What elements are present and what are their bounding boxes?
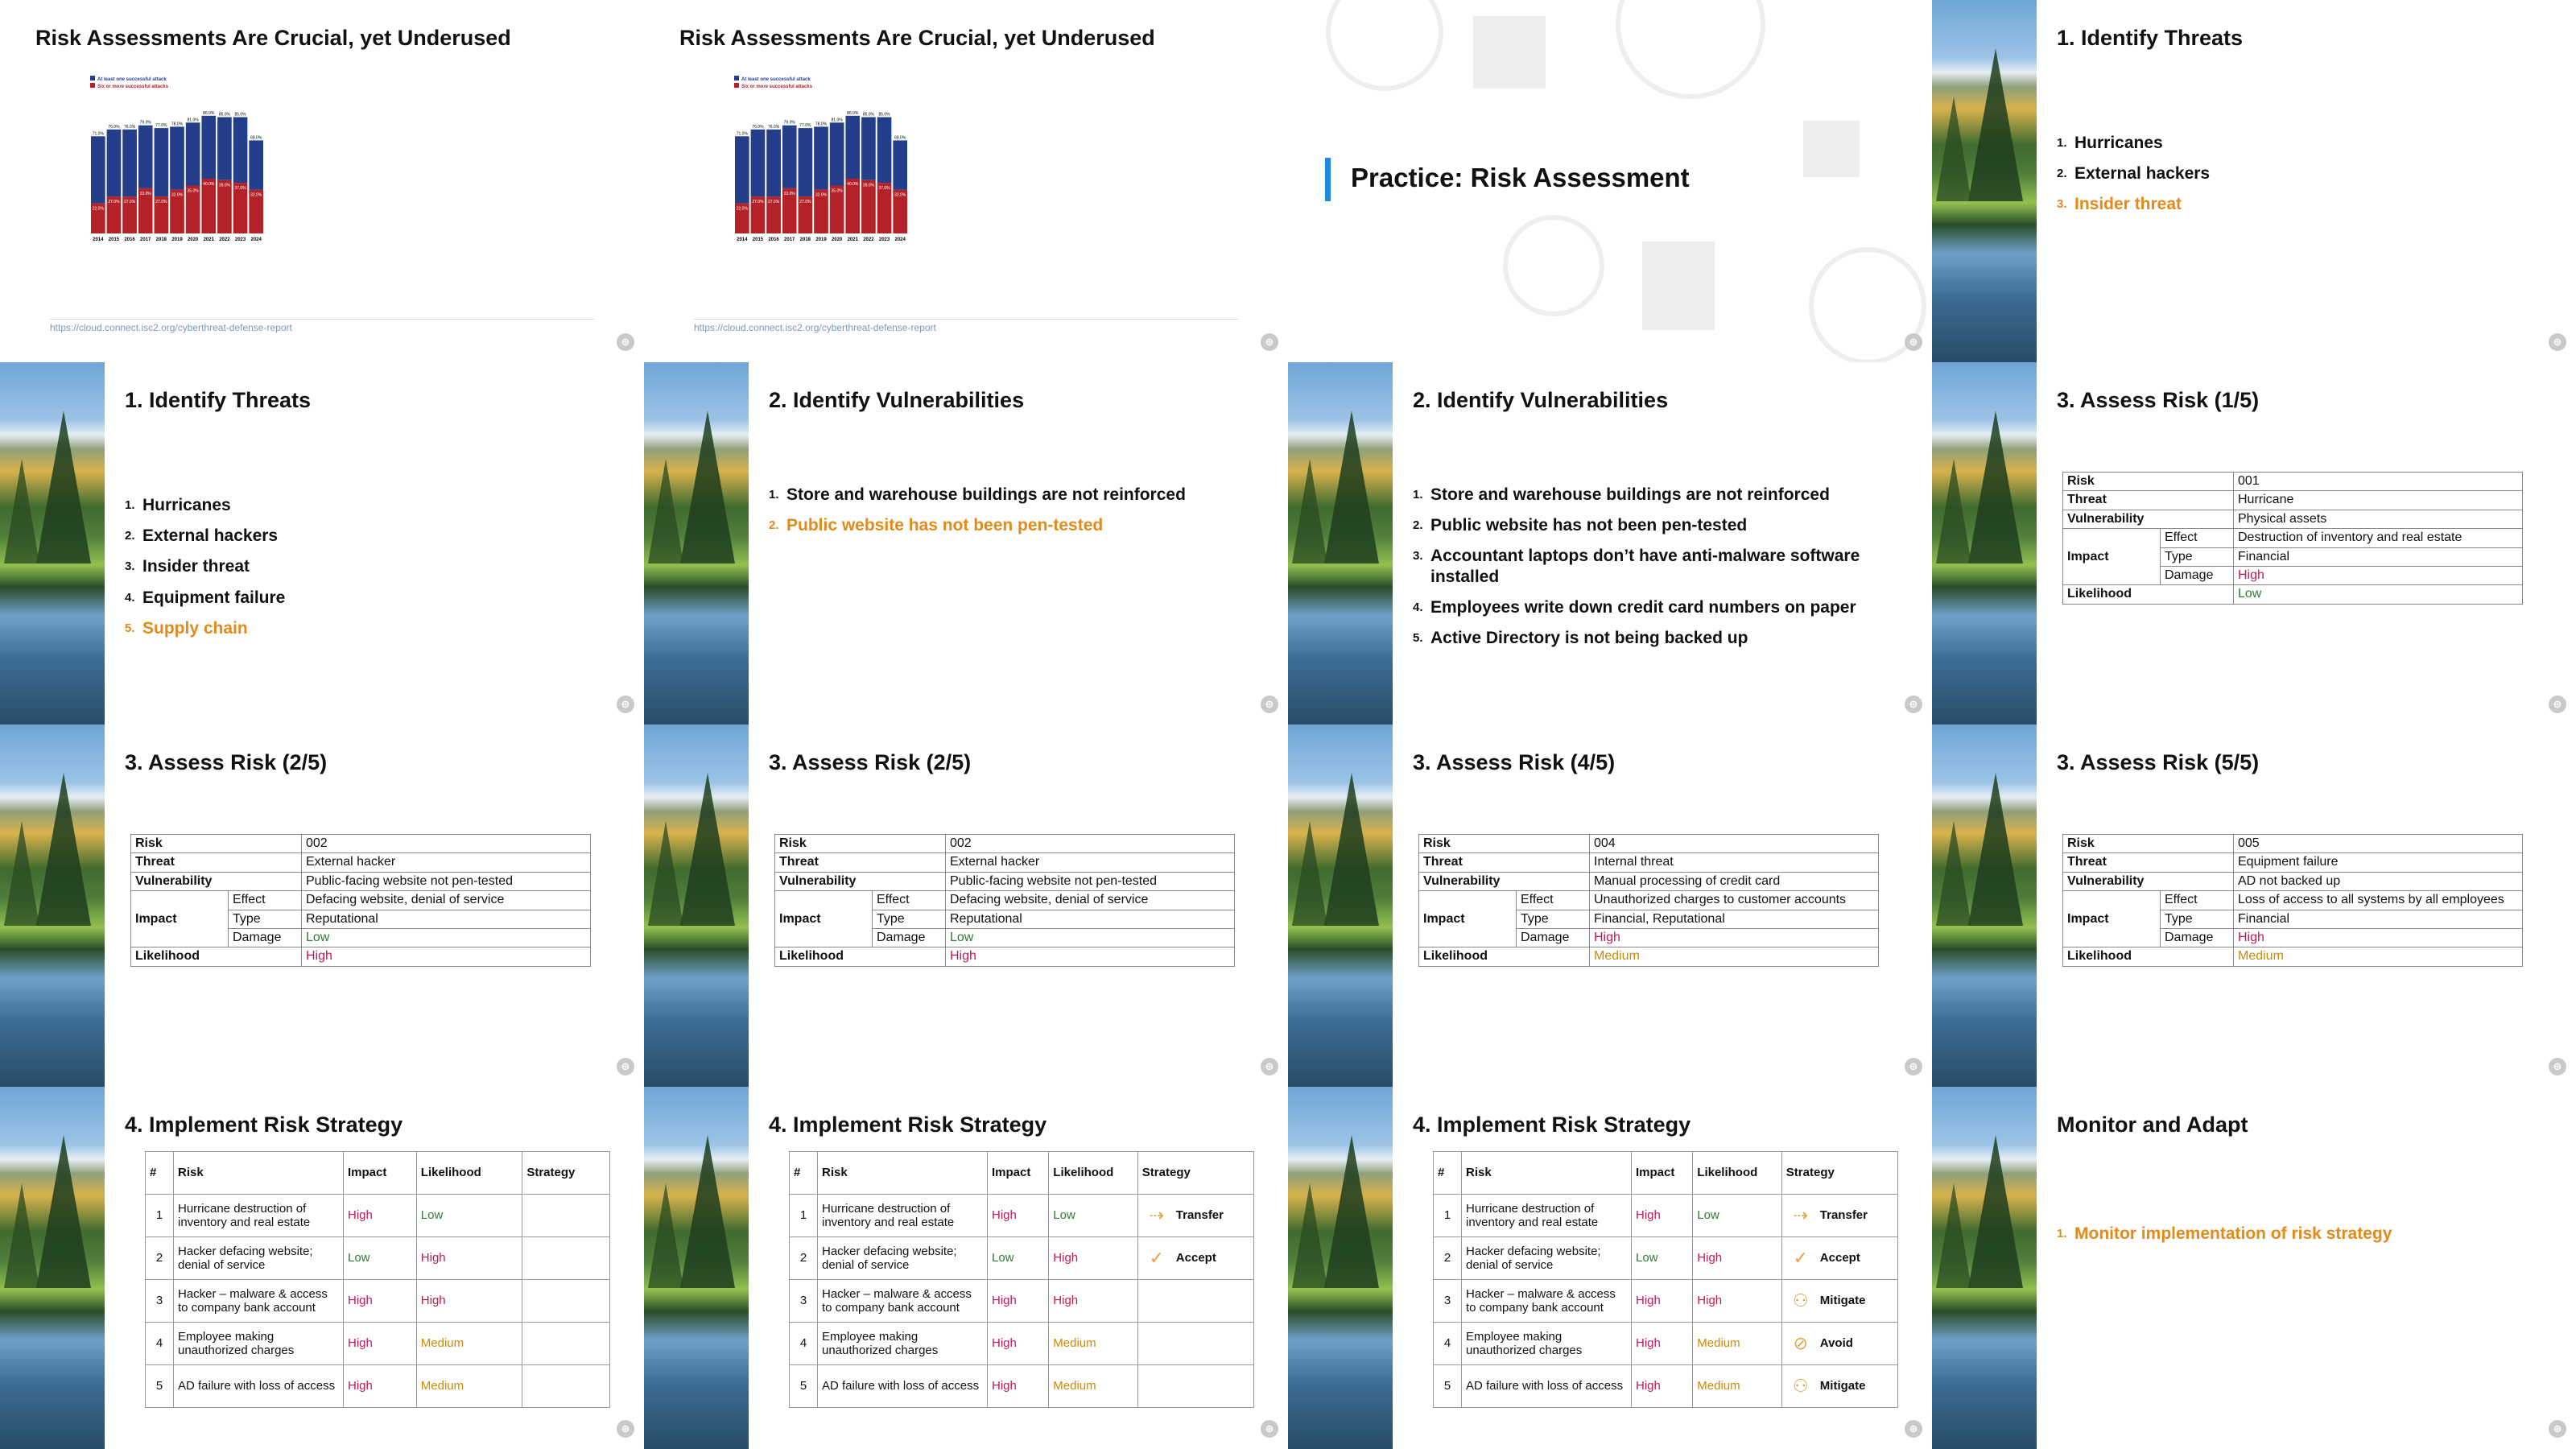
strategy-label: Transfer <box>1819 1208 1868 1223</box>
slide-12[interactable] <box>1932 724 2576 1087</box>
slide-title: 3. Assess Risk (4/5) <box>1413 750 1616 774</box>
data-label: 71.0% <box>92 131 104 137</box>
data-label: 85.0% <box>862 112 875 118</box>
data-label: 68.0% <box>894 135 906 141</box>
data-label: 76.0% <box>123 124 136 130</box>
data-label: 37.0% <box>878 186 890 192</box>
x-tick-label: 2023 <box>234 237 246 242</box>
check-icon: ✓ <box>1149 1248 1165 1269</box>
landscape-image <box>1932 724 2037 1087</box>
table-row: 5 AD failure with loss of access High Medium <box>146 1365 610 1408</box>
strat-header-strategy: Strategy <box>522 1152 610 1195</box>
logo-icon: ⊕ <box>2549 696 2566 713</box>
data-label: 27.0% <box>123 200 136 205</box>
list-item: 2. Public website has not been pen-tested <box>769 516 1104 535</box>
risk-table: Risk 004 Threat Internal threat Vulnerability Manual processing of credit card Impact Effect Unauthorized charges to customer accounts Type Financial, Reputational Damage High Likelihood Medium <box>1418 834 1879 967</box>
landscape-image <box>0 362 105 724</box>
list-item: 1. Store and warehouse buildings are not reinforced <box>1413 485 1830 504</box>
data-label: 85.0% <box>878 112 890 118</box>
x-tick-label: 2019 <box>171 237 183 242</box>
slide-4[interactable] <box>1932 0 2576 362</box>
strategy-label: Avoid <box>1819 1336 1853 1351</box>
slide-title: Monitor and Adapt <box>2057 1113 2248 1137</box>
slide-16[interactable] <box>1932 1087 2576 1449</box>
vulnerability-list <box>1413 485 1908 658</box>
table-row: 3 Hacker – malware & access to company bank account High High <box>790 1280 1254 1323</box>
data-label: 27.0% <box>108 200 120 205</box>
legend-swatch <box>734 76 739 80</box>
logo-icon: ⊕ <box>617 333 634 351</box>
landscape-image <box>1932 362 2037 724</box>
bar-series-1 <box>186 122 200 185</box>
data-label: 40.0% <box>203 182 215 187</box>
x-tick-label: 2014 <box>93 237 104 242</box>
data-label: 33.0% <box>139 191 151 196</box>
slide-6[interactable] <box>644 362 1288 724</box>
data-label: 86.0% <box>203 110 215 116</box>
slide-title: 1. Identify Threats <box>2057 26 2244 50</box>
table-row: 4 Employee making unauthorized charges High Medium <box>790 1323 1254 1365</box>
strategy-table <box>789 1151 1254 1408</box>
bar-series-1 <box>766 130 781 196</box>
bar-series-1 <box>138 126 153 188</box>
x-tick-label: 2015 <box>752 237 764 242</box>
data-label: 79.0% <box>139 120 151 126</box>
slide-title: 1. Identify Threats <box>125 388 312 412</box>
slide-title: 3. Assess Risk (2/5) <box>769 750 972 774</box>
slide-title: Risk Assessments Are Crucial, yet Underused <box>35 26 511 50</box>
landscape-image <box>1932 1087 2037 1449</box>
check-icon: ✓ <box>1793 1248 1809 1269</box>
strat-header-likelihood: Likelihood <box>1693 1152 1782 1195</box>
bar-series-1 <box>735 136 749 203</box>
data-label: 35.0% <box>831 188 843 194</box>
table-row: 2 Hacker defacing website; denial of service Low High <box>146 1237 610 1280</box>
x-tick-label: 2021 <box>847 237 858 242</box>
bar-series-1 <box>91 136 105 203</box>
slide-title: 4. Implement Risk Strategy <box>1413 1113 1691 1137</box>
strat-header-num: # <box>146 1152 174 1195</box>
bar-series-1 <box>845 116 860 179</box>
x-tick-label: 2018 <box>799 237 811 242</box>
accent-bar <box>1325 158 1331 201</box>
data-label: 81.0% <box>831 118 843 123</box>
table-row: 4 Employee making unauthorized charges High Medium ⊘ Avoid <box>1434 1323 1898 1365</box>
landscape-image <box>0 724 105 1087</box>
strat-header-likelihood: Likelihood <box>416 1152 522 1195</box>
risk-table: Risk 005 Threat Equipment failure Vulnerability AD not backed up Impact Effect Loss of access to all systems by all employees Type Financial Damage High Likelihood Medium <box>2062 834 2523 967</box>
x-tick-label: 2024 <box>250 237 262 242</box>
list-item: 2. Public website has not been pen-tested <box>1413 516 1748 535</box>
logo-icon: ⊕ <box>1905 1058 1922 1075</box>
divider <box>50 319 594 320</box>
list-item: 3. Accountant laptops don’t have anti-malware software installed <box>1413 547 1860 586</box>
x-tick-label: 2024 <box>894 237 906 242</box>
logo-icon: ⊕ <box>617 696 634 713</box>
x-tick-label: 2022 <box>863 237 874 242</box>
table-row: 4 Employee making unauthorized charges High Medium <box>146 1323 610 1365</box>
x-tick-label: 2016 <box>124 237 135 242</box>
list-item: 3. Insider threat <box>2057 195 2182 214</box>
data-label: 78.0% <box>815 122 828 127</box>
data-label: 39.0% <box>218 183 231 188</box>
strategy-label: Accept <box>1819 1251 1860 1265</box>
table-row: 2 Hacker defacing website; denial of service Low High ✓ Accept <box>1434 1237 1898 1280</box>
data-label: 76.0% <box>108 124 120 130</box>
bar-series-1 <box>122 130 137 196</box>
strategy-label: Mitigate <box>1819 1379 1866 1393</box>
strat-header-impact: Impact <box>988 1152 1049 1195</box>
strat-header-risk: Risk <box>818 1152 988 1195</box>
data-label: 32.0% <box>250 192 262 198</box>
slide-title: 2. Identify Vulnerabilities <box>769 388 1025 412</box>
bar-series-1 <box>233 118 248 184</box>
slide-title: 3. Assess Risk (2/5) <box>125 750 328 774</box>
bar-series-1 <box>814 126 828 189</box>
logo-icon: ⊕ <box>617 1058 634 1075</box>
strat-header-num: # <box>790 1152 818 1195</box>
legend-label: Six or more successful attacks <box>97 85 169 89</box>
landscape-image <box>0 1087 105 1449</box>
strategy-label: Mitigate <box>1819 1294 1866 1308</box>
strategy-label: Accept <box>1175 1251 1216 1265</box>
table-row: 3 Hacker – malware & access to company bank account High High ⚇ Mitigate <box>1434 1280 1898 1323</box>
legend-swatch <box>90 83 95 88</box>
x-tick-label: 2014 <box>737 237 748 242</box>
risk-table: Risk 002 Threat External hacker Vulnerability Public-facing website not pen-tested Impact Effect Defacing website, denial of service Type Reputational Damage Low Likelihood High <box>130 834 591 967</box>
data-label: 78.0% <box>171 122 184 127</box>
data-label: 27.0% <box>799 200 811 205</box>
mitigate-icon: ⚇ <box>1792 1376 1809 1397</box>
data-label: 27.0% <box>767 200 780 205</box>
data-label: 33.0% <box>783 191 795 196</box>
data-label: 32.0% <box>815 192 828 198</box>
table-row: 3 Hacker – malware & access to company bank account High High <box>146 1280 610 1323</box>
slide-14[interactable] <box>644 1087 1288 1449</box>
slide-1[interactable] <box>0 0 644 362</box>
slide-title: Practice: Risk Assessment <box>1351 163 1690 192</box>
strat-header-risk: Risk <box>1462 1152 1632 1195</box>
data-label: 77.0% <box>155 123 167 129</box>
slide-9[interactable] <box>0 724 644 1087</box>
list-item: 1. Hurricanes <box>125 496 231 514</box>
logo-icon: ⊕ <box>1261 1420 1278 1438</box>
slide-5[interactable] <box>0 362 644 724</box>
table-row: 1 Hurricane destruction of inventory and real estate High Low <box>146 1195 610 1237</box>
table-row: 1 Hurricane destruction of inventory and real estate High Low ⇢ Transfer <box>790 1195 1254 1237</box>
data-label: 85.0% <box>218 112 231 118</box>
data-label: 22.0% <box>736 206 748 212</box>
x-tick-label: 2017 <box>140 237 151 242</box>
x-tick-label: 2020 <box>187 237 199 242</box>
strat-header-impact: Impact <box>344 1152 417 1195</box>
strat-header-risk: Risk <box>174 1152 344 1195</box>
slide-3[interactable] <box>1288 0 1932 362</box>
transfer-icon: ⇢ <box>1793 1205 1809 1226</box>
data-label: 40.0% <box>847 182 859 187</box>
legend-label: At least one successful attack <box>97 77 167 82</box>
strat-header-impact: Impact <box>1632 1152 1693 1195</box>
list-item: 2. External hackers <box>2057 164 2211 184</box>
monitor-list <box>2057 1224 2552 1254</box>
slide-7[interactable] <box>1288 362 1932 724</box>
bar-series-1 <box>861 118 876 180</box>
list-item: 1. Hurricanes <box>2057 134 2163 152</box>
x-tick-label: 2020 <box>831 237 843 242</box>
risk-table: Risk 001 Threat Hurricane Vulnerability Physical assets Impact Effect Destruction of inventory and real estate Type Financial Damage High Likelihood Low <box>2062 472 2523 605</box>
avoid-icon: ⊘ <box>1793 1333 1809 1354</box>
bar-series-1 <box>249 140 263 189</box>
table-row: 2 Hacker defacing website; denial of service Low High ✓ Accept <box>790 1237 1254 1280</box>
table-row: 5 AD failure with loss of access High Medium ⚇ Mitigate <box>1434 1365 1898 1408</box>
attack-chart <box>724 72 918 258</box>
x-tick-label: 2019 <box>815 237 827 242</box>
logo-icon: ⊕ <box>2549 1420 2566 1438</box>
landscape-image <box>1288 1087 1393 1449</box>
logo-icon: ⊕ <box>1905 1420 1922 1438</box>
data-label: 27.0% <box>752 200 764 205</box>
slide-8[interactable] <box>1932 362 2576 724</box>
bar-series-2 <box>845 179 860 233</box>
list-item: 4. Equipment failure <box>125 588 286 607</box>
strategy-table <box>145 1151 610 1408</box>
data-label: 22.0% <box>92 206 104 212</box>
list-item: 2. External hackers <box>125 526 279 546</box>
landscape-image <box>1932 0 2037 362</box>
logo-icon: ⊕ <box>1905 696 1922 713</box>
table-row: 5 AD failure with loss of access High Medium <box>790 1365 1254 1408</box>
logo-icon: ⊕ <box>1261 1058 1278 1075</box>
data-label: 76.0% <box>767 124 780 130</box>
bar-series-1 <box>217 118 232 180</box>
data-label: 27.0% <box>155 200 167 205</box>
logo-icon: ⊕ <box>1261 333 1278 351</box>
threat-list <box>2057 133 2552 225</box>
slide-title: 2. Identify Vulnerabilities <box>1413 388 1669 412</box>
x-tick-label: 2016 <box>768 237 779 242</box>
slide-11[interactable] <box>1288 724 1932 1087</box>
source-url[interactable]: https://cloud.connect.isc2.org/cyberthreat-defense-report <box>50 322 292 333</box>
bar-series-1 <box>782 126 797 188</box>
source-url[interactable]: https://cloud.connect.isc2.org/cyberthreat-defense-report <box>694 322 936 333</box>
legend-swatch <box>734 83 739 88</box>
strategy-table <box>1433 1151 1898 1408</box>
slide-15[interactable] <box>1288 1087 1932 1449</box>
landscape-image <box>1288 362 1393 724</box>
bar-series-1 <box>751 130 766 196</box>
strat-header-strategy: Strategy <box>1137 1152 1253 1195</box>
bar-series-1 <box>155 128 169 196</box>
data-label: 77.0% <box>799 123 811 129</box>
bar-series-1 <box>877 118 892 184</box>
data-label: 68.0% <box>250 135 262 141</box>
bar-series-1 <box>107 130 122 196</box>
bar-series-1 <box>830 122 844 185</box>
strat-header-strategy: Strategy <box>1781 1152 1897 1195</box>
bar-series-2 <box>201 179 216 233</box>
slide-2[interactable] <box>644 0 1288 362</box>
slide-title: 3. Assess Risk (5/5) <box>2057 750 2260 774</box>
logo-icon: ⊕ <box>2549 333 2566 351</box>
list-item: 5. Supply chain <box>125 618 248 638</box>
data-label: 79.0% <box>783 120 795 126</box>
data-label: 86.0% <box>847 110 859 116</box>
data-label: 32.0% <box>894 192 906 198</box>
risk-table: Risk 002 Threat External hacker Vulnerability Public-facing website not pen-tested Impact Effect Defacing website, denial of service Type Reputational Damage Low Likelihood High <box>774 834 1235 967</box>
vulnerability-list <box>769 485 1264 546</box>
x-tick-label: 2015 <box>108 237 120 242</box>
threat-list <box>125 495 620 649</box>
strat-header-num: # <box>1434 1152 1462 1195</box>
list-item: 4. Employees write down credit card numbers on paper <box>1413 597 1856 617</box>
data-label: 81.0% <box>187 118 199 123</box>
list-item: 1. Store and warehouse buildings are not reinforced <box>769 485 1186 504</box>
slide-title: Risk Assessments Are Crucial, yet Underused <box>679 26 1155 50</box>
x-tick-label: 2022 <box>219 237 230 242</box>
logo-icon: ⊕ <box>1905 333 1922 351</box>
list-item: 5. Active Directory is not being backed up <box>1413 628 1748 647</box>
landscape-image <box>644 724 749 1087</box>
slide-13[interactable] <box>0 1087 644 1449</box>
slide-title: 4. Implement Risk Strategy <box>769 1113 1047 1137</box>
x-tick-label: 2023 <box>878 237 890 242</box>
list-item: 3. Insider threat <box>125 557 250 576</box>
data-label: 32.0% <box>171 192 184 198</box>
legend-label: Six or more successful attacks <box>741 85 813 89</box>
legend-label: At least one successful attack <box>741 77 811 82</box>
data-label: 35.0% <box>187 188 199 194</box>
bar-series-1 <box>201 116 216 179</box>
slide-10[interactable] <box>644 724 1288 1087</box>
data-label: 37.0% <box>234 186 246 192</box>
x-tick-label: 2018 <box>155 237 167 242</box>
strategy-label: Transfer <box>1175 1208 1224 1223</box>
landscape-image <box>1288 724 1393 1087</box>
bar-series-1 <box>893 140 907 189</box>
logo-icon: ⊕ <box>1261 696 1278 713</box>
slide-title: 4. Implement Risk Strategy <box>125 1113 403 1137</box>
bar-series-1 <box>799 128 813 196</box>
data-label: 85.0% <box>234 112 246 118</box>
logo-icon: ⊕ <box>2549 1058 2566 1075</box>
x-tick-label: 2021 <box>203 237 214 242</box>
legend-swatch <box>90 76 95 80</box>
logo-icon: ⊕ <box>617 1420 634 1438</box>
mitigate-icon: ⚇ <box>1792 1290 1809 1311</box>
bar-series-1 <box>170 126 184 189</box>
attack-chart <box>80 72 274 258</box>
data-label: 76.0% <box>752 124 764 130</box>
slide-title: 3. Assess Risk (1/5) <box>2057 388 2260 412</box>
divider <box>694 319 1238 320</box>
landscape-image <box>644 362 749 724</box>
data-label: 71.0% <box>736 131 748 137</box>
list-item: 1. Monitor implementation of risk strategy <box>2057 1224 2392 1243</box>
transfer-icon: ⇢ <box>1149 1205 1165 1226</box>
table-row: 1 Hurricane destruction of inventory and real estate High Low ⇢ Transfer <box>1434 1195 1898 1237</box>
landscape-image <box>644 1087 749 1449</box>
x-tick-label: 2017 <box>784 237 795 242</box>
strat-header-likelihood: Likelihood <box>1049 1152 1138 1195</box>
data-label: 39.0% <box>862 183 875 188</box>
